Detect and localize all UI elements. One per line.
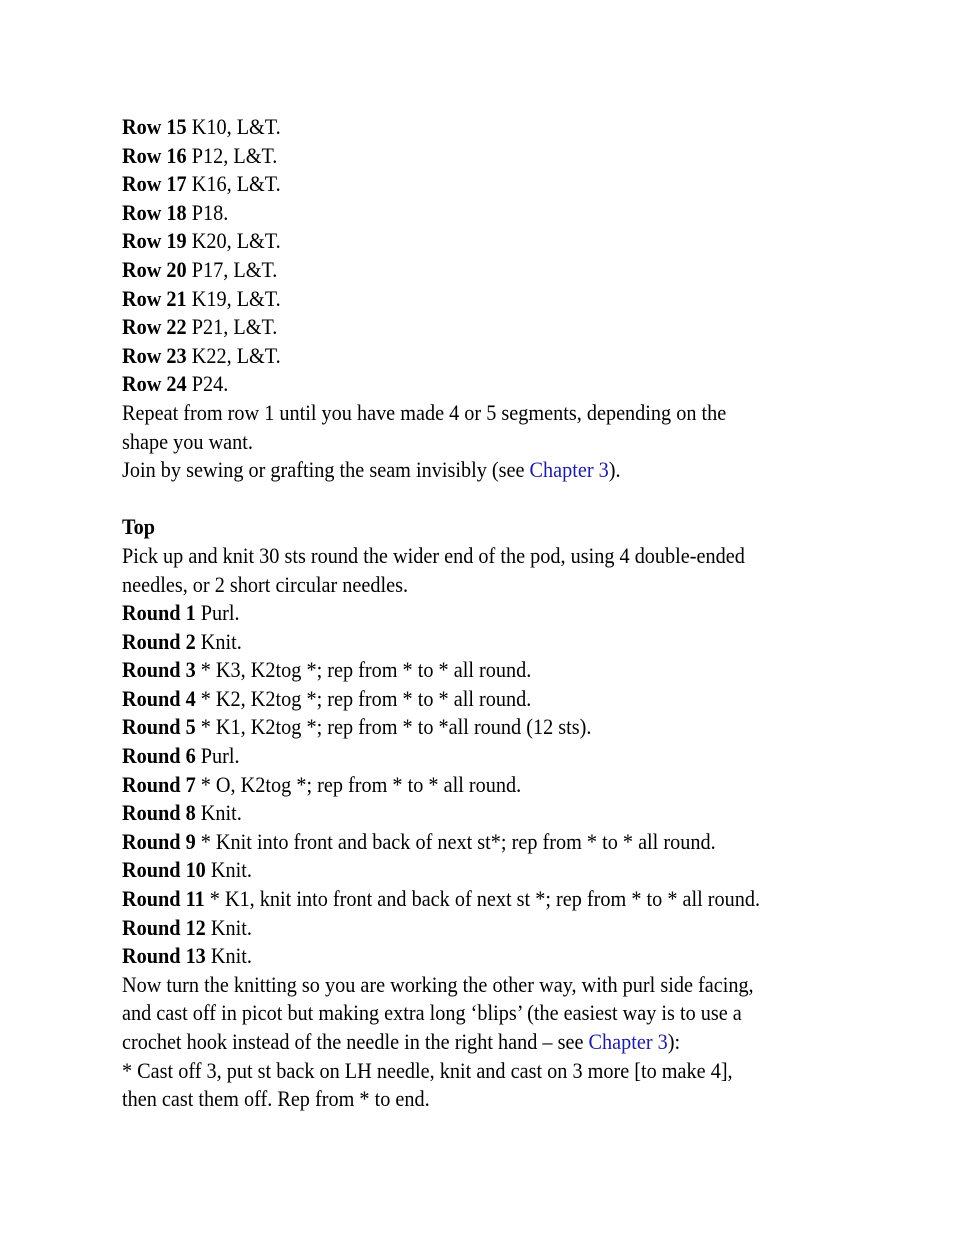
pattern-round xyxy=(122,656,821,685)
row-label: Row 15 xyxy=(122,114,187,139)
pattern-row xyxy=(122,370,821,399)
finish-text: crochet hook instead of the needle in the right hand – see xyxy=(122,1029,589,1054)
pattern-row xyxy=(122,342,821,371)
finish-text-end: ): xyxy=(667,1029,681,1054)
round-label: Round 3 xyxy=(122,657,196,683)
row-label: Row 19 xyxy=(122,228,187,254)
join-text-end: ). xyxy=(608,457,621,483)
pattern-round xyxy=(122,856,821,885)
document-page xyxy=(122,113,882,1114)
repeat-instruction-cont: shape you want. xyxy=(122,428,253,454)
pattern-row xyxy=(122,285,821,314)
join-instruction xyxy=(122,456,821,485)
round-instruction: * O, K2tog *; rep from * to * all round. xyxy=(195,771,522,797)
pattern-round xyxy=(122,942,821,971)
pattern-round xyxy=(122,713,821,742)
pattern-round xyxy=(122,799,821,828)
row-instruction: K20, L&T. xyxy=(186,228,281,254)
round-label: Round 1 xyxy=(122,600,196,626)
chapter-3-link[interactable]: Chapter 3 xyxy=(588,1029,668,1054)
round-instruction: Knit. xyxy=(195,628,242,654)
row-instruction: P21, L&T. xyxy=(186,314,278,340)
pattern-round xyxy=(122,885,821,914)
row-instruction: P12, L&T. xyxy=(186,142,278,168)
row-label: Row 18 xyxy=(122,199,187,225)
round-instruction: Knit. xyxy=(195,800,242,826)
round-instruction: Purl. xyxy=(195,600,240,626)
round-instruction: * Knit into front and back of next st*; rep from * to * all round. xyxy=(195,828,716,854)
row-label: Row 17 xyxy=(122,171,187,197)
round-label: Round 4 xyxy=(122,685,196,711)
round-label: Round 12 xyxy=(122,914,206,940)
pattern-row xyxy=(122,256,821,285)
join-text: Join by sewing or grafting the seam invisibly (see xyxy=(122,457,530,483)
row-instruction: P24. xyxy=(186,371,229,397)
row-instruction: P18. xyxy=(186,199,229,225)
round-instruction: Purl. xyxy=(195,743,240,769)
round-instruction: Knit. xyxy=(205,914,252,940)
pattern-row xyxy=(122,170,821,199)
top-intro: Pick up and knit 30 sts round the wider end of the pod, using 4 double-ended xyxy=(122,542,745,568)
round-instruction: * K1, K2tog *; rep from * to *all round (12 sts). xyxy=(195,714,592,740)
round-instruction: * K3, K2tog *; rep from * to * all round. xyxy=(195,657,532,683)
round-label: Round 8 xyxy=(122,800,196,826)
row-instruction: P17, L&T. xyxy=(186,256,278,282)
cast-off-instruction: * Cast off 3, put st back on LH needle, knit and cast on 3 more [to make 4], xyxy=(122,1057,733,1083)
pattern-round xyxy=(122,914,821,943)
pattern-round xyxy=(122,685,821,714)
round-instruction: * K1, knit into front and back of next st *; rep from * to * all round. xyxy=(204,886,761,912)
round-label: Round 6 xyxy=(122,743,196,769)
round-label: Round 9 xyxy=(122,828,196,854)
pattern-row xyxy=(122,313,821,342)
row-label: Row 16 xyxy=(122,142,187,168)
cast-off-instruction-cont: then cast them off. Rep from * to end. xyxy=(122,1086,430,1112)
spacer xyxy=(122,485,882,514)
row-instruction: K19, L&T. xyxy=(186,285,281,311)
round-label: Round 7 xyxy=(122,771,196,797)
pattern-round xyxy=(122,628,821,657)
top-intro-cont: needles, or 2 short circular needles. xyxy=(122,571,409,597)
round-label: Round 13 xyxy=(122,943,206,969)
section-heading-top: Top xyxy=(122,514,156,540)
pattern-row xyxy=(122,227,821,256)
row-label: Row 23 xyxy=(122,342,187,368)
pattern-row xyxy=(122,113,821,142)
row-label: Row 21 xyxy=(122,285,187,311)
row-instruction: K22, L&T. xyxy=(186,342,281,368)
pattern-row xyxy=(122,142,821,171)
round-instruction: Knit. xyxy=(205,857,252,883)
finish-instruction xyxy=(122,1028,821,1057)
repeat-instruction: Repeat from row 1 until you have made 4 or 5 segments, depending on the xyxy=(122,399,727,425)
row-instruction: K10, L&T. xyxy=(186,114,281,139)
pattern-round xyxy=(122,771,821,800)
finish-instruction: and cast off in picot but making extra long ‘blips’ (the easiest way is to use a xyxy=(122,1000,742,1026)
round-label: Round 2 xyxy=(122,628,196,654)
pattern-row xyxy=(122,199,821,228)
round-label: Round 10 xyxy=(122,857,206,883)
row-instruction: K16, L&T. xyxy=(186,171,281,197)
round-label: Round 5 xyxy=(122,714,196,740)
pattern-round xyxy=(122,599,821,628)
row-label: Row 24 xyxy=(122,371,187,397)
pattern-round xyxy=(122,828,821,857)
chapter-3-link[interactable]: Chapter 3 xyxy=(529,457,609,483)
finish-instruction: Now turn the knitting so you are working the other way, with purl side facing, xyxy=(122,971,754,997)
round-instruction: Knit. xyxy=(205,943,252,969)
row-label: Row 22 xyxy=(122,314,187,340)
pattern-round xyxy=(122,742,821,771)
row-label: Row 20 xyxy=(122,256,187,282)
round-instruction: * K2, K2tog *; rep from * to * all round. xyxy=(195,685,532,711)
round-label: Round 11 xyxy=(122,886,205,912)
